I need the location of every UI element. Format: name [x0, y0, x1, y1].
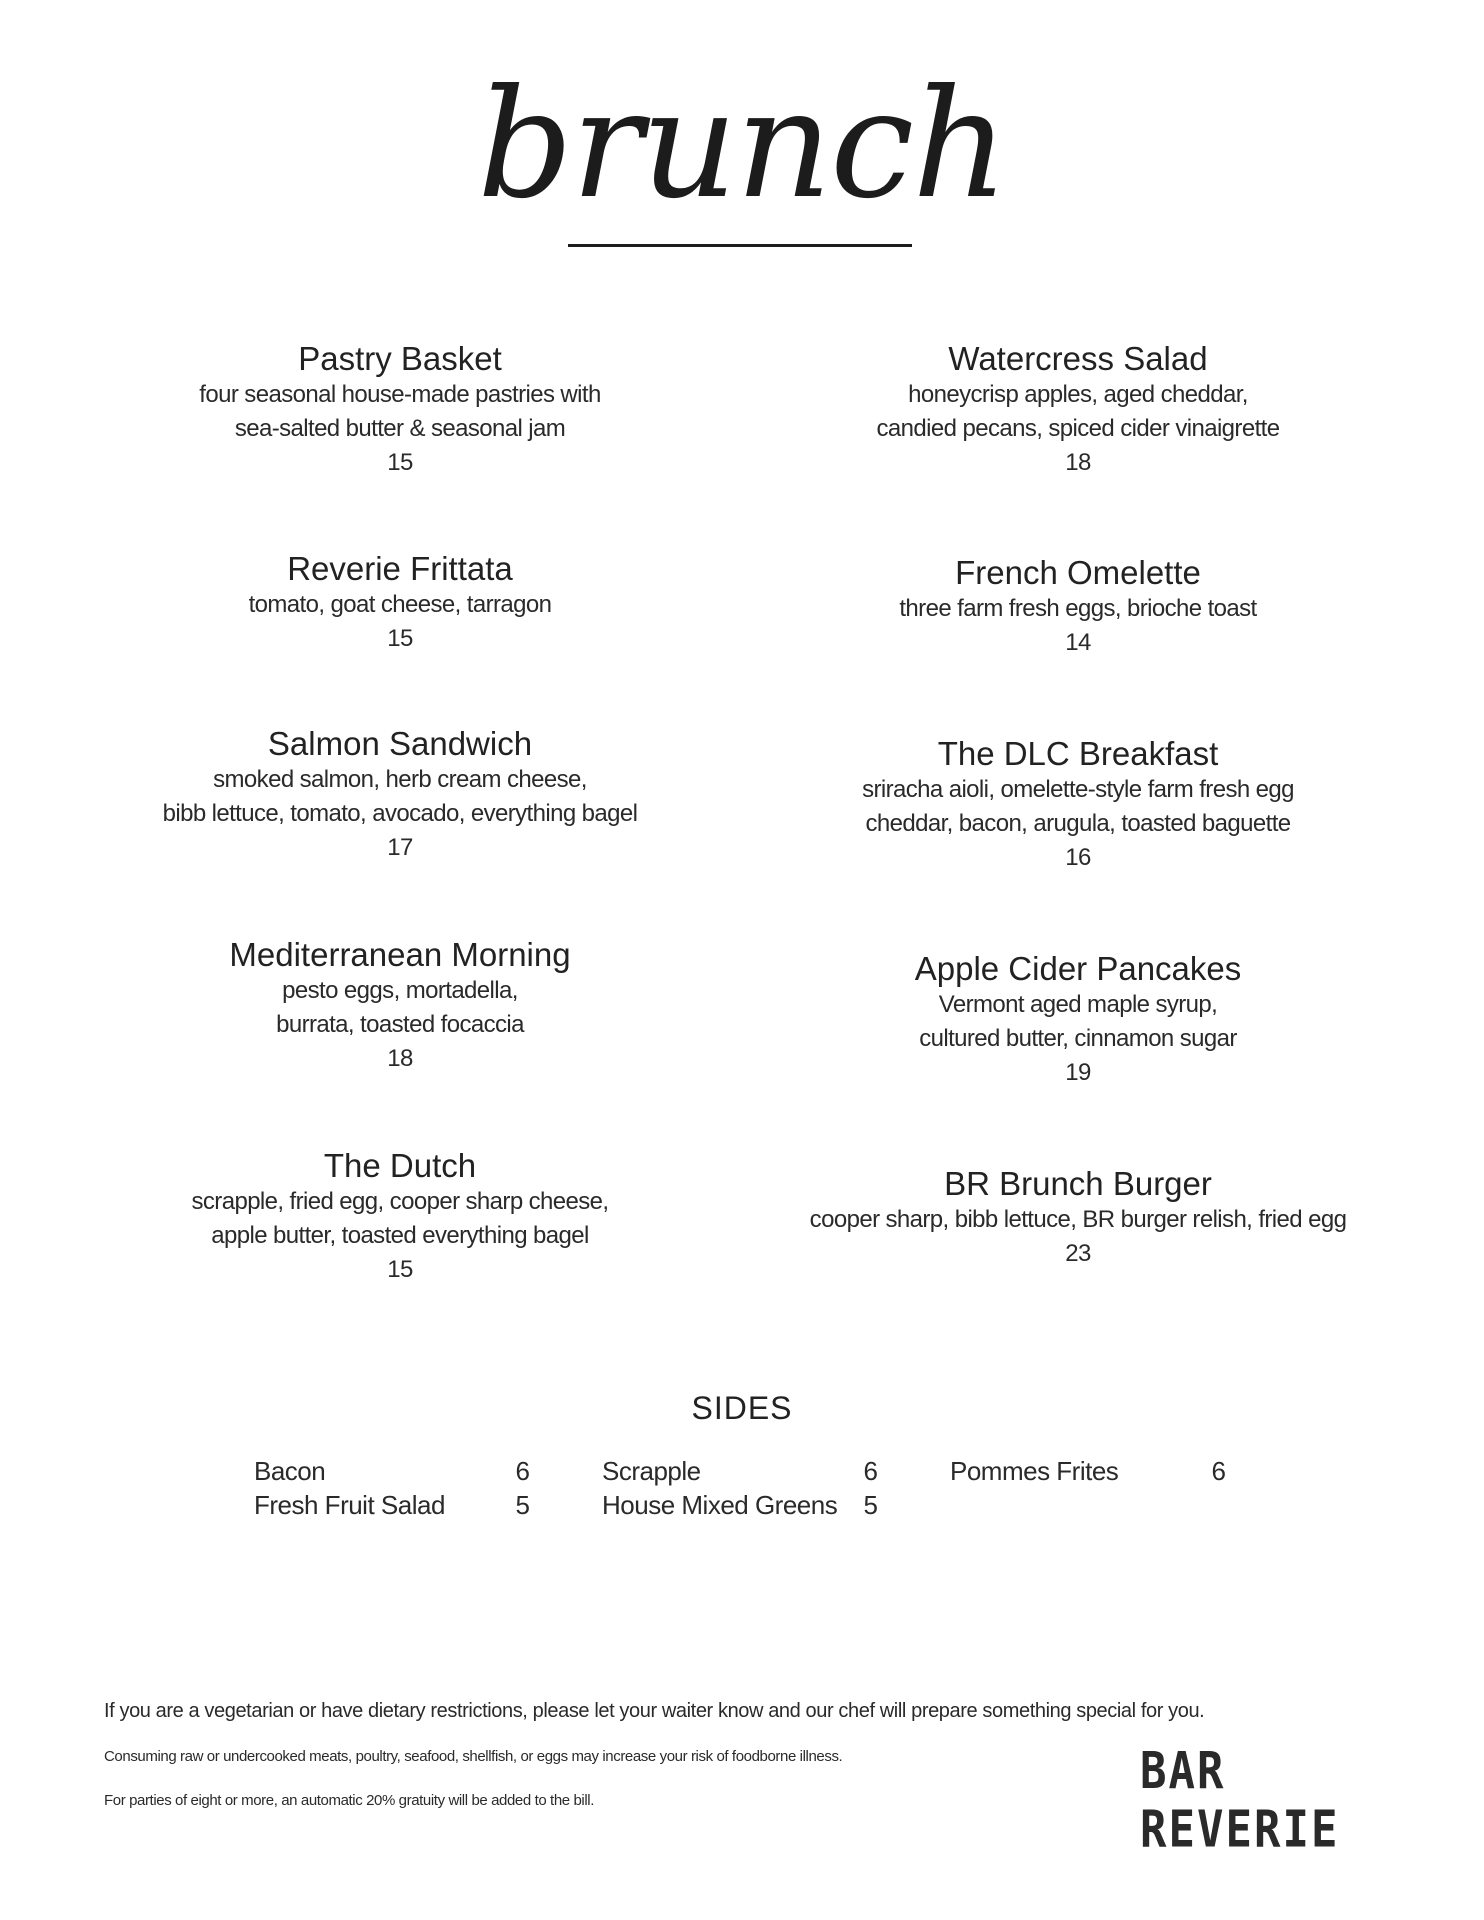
side-item-price: 6 — [1211, 1456, 1226, 1486]
menu-item — [778, 950, 1378, 1090]
menu-item — [778, 1165, 1378, 1271]
side-item-name: Fresh Fruit Salad — [254, 1490, 445, 1520]
item-name: Mediterranean Morning — [229, 936, 571, 973]
item-description: pesto eggs, mortadella, — [282, 977, 518, 1004]
item-description: bibb lettuce, tomato, avocado, everything bagel — [162, 800, 638, 827]
side-item-price: 6 — [863, 1456, 878, 1486]
item-description: tomato, goat cheese, tarragon — [248, 591, 552, 618]
side-item-name: Pommes Frites — [950, 1456, 1119, 1486]
page-title: brunch — [477, 58, 1007, 232]
item-price: 18 — [1065, 449, 1091, 476]
item-description: burrata, toasted focaccia — [276, 1011, 524, 1038]
menu-item — [100, 550, 700, 656]
side-item-name: Scrapple — [602, 1456, 701, 1486]
item-price: 16 — [1065, 844, 1091, 871]
item-price: 14 — [1065, 629, 1091, 656]
menu-item — [778, 735, 1378, 875]
item-description: apple butter, toasted everything bagel — [211, 1222, 589, 1249]
item-price: 15 — [387, 1256, 413, 1283]
side-item-price: 5 — [515, 1490, 530, 1520]
item-name: Salmon Sandwich — [267, 725, 533, 762]
item-name: Reverie Frittata — [287, 550, 513, 587]
item-name: Pastry Basket — [298, 340, 502, 377]
item-description: candied pecans, spiced cider vinaigrette — [876, 415, 1280, 442]
item-description: scrapple, fried egg, cooper sharp cheese, — [191, 1188, 609, 1215]
item-description: smoked salmon, herb cream cheese, — [213, 766, 587, 793]
menu-item — [100, 1147, 700, 1287]
item-name: BR Brunch Burger — [944, 1165, 1212, 1202]
item-description: cheddar, bacon, arugula, toasted baguette — [865, 810, 1291, 837]
brand-logo: BAR REVERIE — [1140, 1742, 1340, 1860]
menu-item — [100, 725, 700, 865]
side-item-name: Bacon — [254, 1456, 326, 1486]
item-description: sriracha aioli, omelette-style farm fresh egg — [862, 776, 1294, 803]
item-name: The DLC Breakfast — [937, 735, 1219, 772]
item-name: Watercress Salad — [948, 340, 1208, 377]
menu-item — [100, 936, 700, 1076]
item-description: cultured butter, cinnamon sugar — [919, 1025, 1237, 1052]
item-description: four seasonal house-made pastries with — [199, 381, 601, 408]
item-price: 19 — [1065, 1059, 1091, 1086]
item-price: 17 — [387, 834, 413, 861]
food-safety-note: Consuming raw or undercooked meats, poultry, seafood, shellfish, or eggs may increase your risk of foodborne illness. — [104, 1748, 843, 1765]
side-item-name: House Mixed Greens — [602, 1490, 838, 1520]
item-name: French Omelette — [955, 554, 1201, 591]
item-name: The Dutch — [323, 1147, 477, 1184]
item-description: Vermont aged maple syrup, — [938, 991, 1218, 1018]
gratuity-note: For parties of eight or more, an automatic 20% gratuity will be added to the bill. — [104, 1792, 594, 1809]
item-price: 23 — [1065, 1240, 1091, 1267]
item-price: 15 — [387, 449, 413, 476]
item-description: three farm fresh eggs, brioche toast — [899, 595, 1257, 622]
side-item-price: 6 — [515, 1456, 530, 1486]
sides-heading: SIDES — [691, 1390, 793, 1426]
dietary-note: If you are a vegetarian or have dietary restrictions, please let your waiter know and our chef will prepare something special for you. — [104, 1700, 1205, 1722]
menu-item — [100, 340, 700, 480]
item-price: 18 — [387, 1045, 413, 1072]
item-description: cooper sharp, bibb lettuce, BR burger relish, fried egg — [809, 1206, 1347, 1233]
menu-item — [778, 554, 1378, 660]
item-name: Apple Cider Pancakes — [914, 950, 1242, 987]
title-divider — [568, 244, 912, 247]
item-description: honeycrisp apples, aged cheddar, — [908, 381, 1248, 408]
side-item-price: 5 — [863, 1490, 878, 1520]
item-description: sea-salted butter & seasonal jam — [234, 415, 566, 442]
item-price: 15 — [387, 625, 413, 652]
menu-item — [778, 340, 1378, 480]
